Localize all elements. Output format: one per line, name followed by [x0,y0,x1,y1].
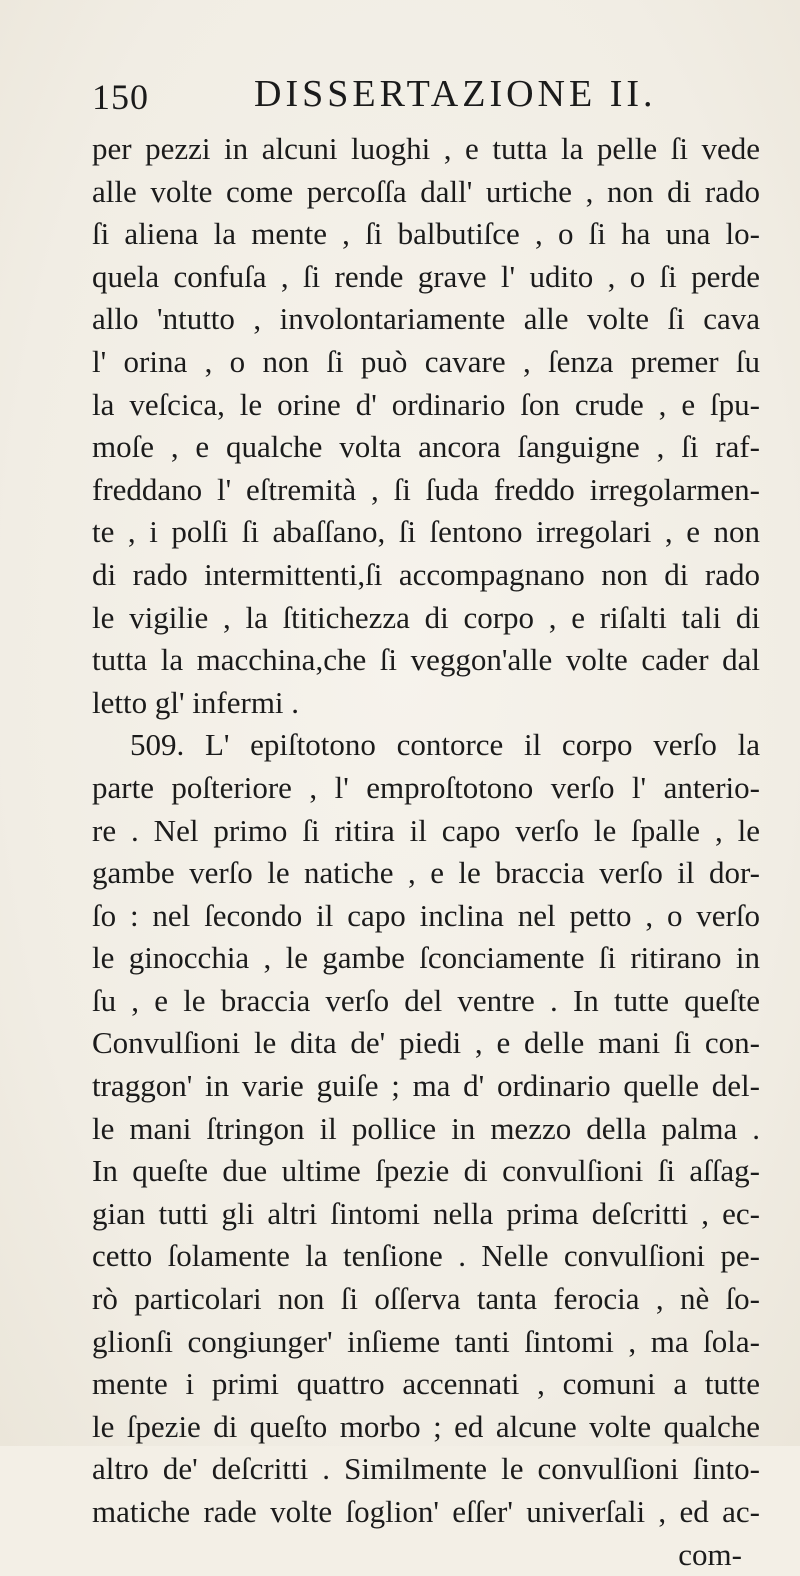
text-line: ſu , e le braccia verſo del ventre . In tutte queſte [92,982,760,1018]
text-line: Convulſioni le dita de' piedi , e delle mani ſi con- [92,1025,760,1061]
text-line: mente i primi quattro accennati , comuni a tutte [92,1366,760,1402]
text-line: cetto ſolamente la tenſione . Nelle convulſioni pe- [92,1238,760,1274]
text-line: tutta la macchina,che ſi veggon'alle volte cader dal [92,642,760,678]
text-line: alle volte come percoſſa dall' urtiche , non di rado [92,173,760,209]
text-line: l' orina , o non ſi può cavare , ſenza premer ſu [92,343,760,379]
text-line: ſo : nel ſecondo il capo inclina nel petto , o verſo [92,897,760,933]
text-line: glionſi congiunger' inſieme tanti ſintomi , ma ſola- [92,1323,760,1359]
text-line: quela confuſa , ſi rende grave l' udito , o ſi perde [92,258,760,294]
text-line: altro de' deſcritti . Similmente le convulſioni ſinto- [92,1451,760,1487]
text-line: te , i polſi ſi abaſſano, ſi ſentono irregolari , e non [92,514,760,550]
catchword: com- [678,1536,742,1572]
text-line: rò particolari non ſi oſſerva tanta ferocia , nè ſo- [92,1281,760,1317]
text-line: per pezzi in alcuni luoghi , e tutta la pelle ſi vede [92,131,760,166]
text-line: allo 'ntutto , involontariamente alle volte ſi cava [92,301,760,337]
text-line: re . Nel primo ſi ritira il capo verſo le ſpalle , le [92,812,760,848]
text-line: moſe , e qualche volta ancora ſanguigne , ſi raf- [92,429,760,465]
page-header [92,72,752,118]
page-number: 150 [92,77,149,117]
running-head: DISSERTAZIONE II. [254,73,657,115]
text-line: di rado intermittenti,ſi accompagnano non di rado [92,556,760,592]
text-line: le ſpezie di queſto morbo ; ed alcune volte qualche [92,1408,760,1444]
text-line: le vigilie , la ſtitichezza di corpo , e riſalti tali di [92,599,760,635]
text-line: traggon' in varie guiſe ; ma d' ordinario quelle del- [92,1068,760,1104]
body-text [92,128,760,1576]
text-line: le mani ſtringon il pollice in mezzo della palma . [92,1110,760,1146]
text-line: le ginocchia , le gambe ſconciamente ſi ritirano in [92,940,760,976]
text-line: parte poſteriore , l' emproſtotono verſo l' anterio- [92,769,760,805]
text-line: matiche rade volte ſoglion' eſſer' univerſali , ed ac- [92,1494,760,1529]
text-line: freddano l' eſtremità , ſi ſuda freddo irregolarmen- [92,471,760,507]
text-line: la veſcica, le orine d' ordinario ſon crude , e ſpu- [92,386,760,422]
paragraph-start-509: 509. L' epiſtotono contorce il corpo verſo la [130,727,760,763]
text-line: gambe verſo le natiche , e le braccia verſo il dor- [92,855,760,891]
text-line: ſi aliena la mente , ſi balbutiſce , o ſi ha una lo- [92,216,760,252]
text-line: letto gl' infermi . [92,684,300,720]
text-line: gian tutti gli altri ſintomi nella prima deſcritti , ec- [92,1195,760,1231]
text-line: In queſte due ultime ſpezie di convulſioni ſi aſſag- [92,1153,760,1189]
